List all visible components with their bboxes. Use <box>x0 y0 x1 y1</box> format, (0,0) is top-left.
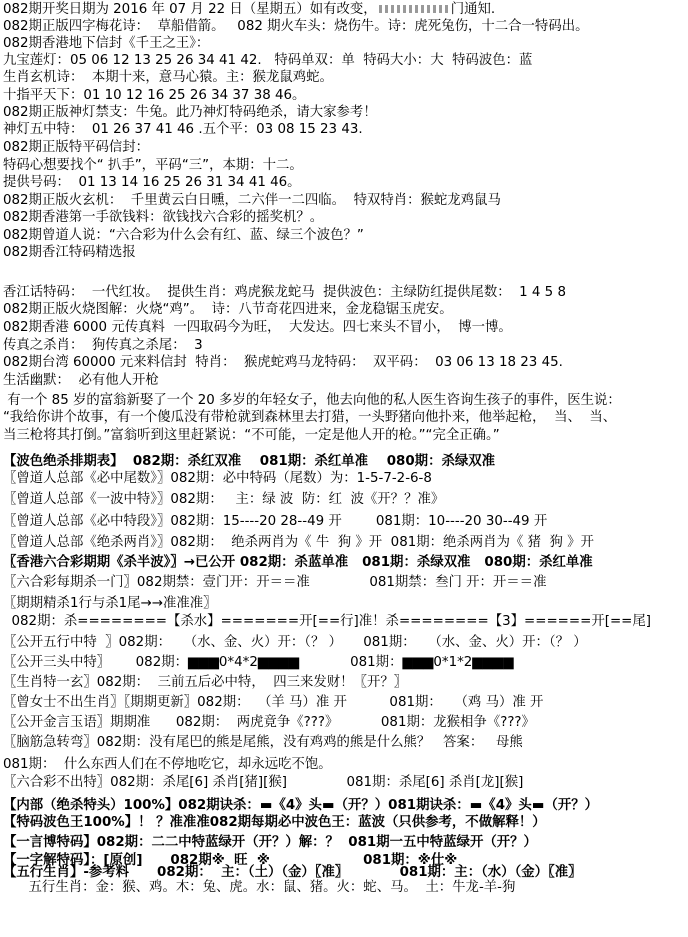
document-line <box>3 19 589 35</box>
document-line <box>3 302 453 318</box>
line-text: 【一言博特码】082期：二二中特蓝绿开（开？）解：？ 081期一五中特蓝绿开（开？） <box>3 835 537 850</box>
line-text: 〖公开金言玉语〗期期准 082期： 两虎竟争《???》 081期：龙猴相争《???》 <box>3 715 535 730</box>
line-text: 〖曾道人总部《必中特段》〗082期：15----20 28--49 开 081期：10----20 30--49 开 <box>3 514 548 529</box>
document-line <box>3 775 523 791</box>
line-text: 〖曾道人总部《必中尾数》〗082期：必中特码（尾数）为：1-5-7-2-6-8 <box>3 471 432 486</box>
document-line <box>3 53 532 69</box>
document-line <box>3 471 432 487</box>
line-text: 082期开奖日期为 2016 年 07 月 22 日（星期五）如有改变， <box>3 2 377 17</box>
line-text: 081期： 什么东西人们在不停地吃它，却永远吃不饱。 <box>3 757 332 772</box>
document-line <box>3 865 582 881</box>
redacted-text <box>379 5 449 13</box>
line-text: 香江话特码： 一代红妆。 提供生肖：鸡虎猴龙蛇马 提供波色：主绿防红提供尾数： 1 4 5 8 <box>3 285 566 300</box>
document-line <box>3 454 495 470</box>
line-text: 【特码波色王100%】！ ？准准准082期每期必中波色王：蓝波（只供参考，不做解释！） <box>3 815 546 830</box>
document-line <box>3 210 323 226</box>
document-line <box>3 175 301 191</box>
document-line <box>3 492 444 508</box>
document-line <box>3 757 332 773</box>
line-text: 082期香港第一手欲钱料：欲钱找六合彩的摇奖机？。 <box>3 210 324 225</box>
line-text: 〖曾道人总部《绝杀两肖》〗082期： 绝杀两肖为《 牛 狗 》开 081期：绝杀两肖为《 猪 狗 》开 <box>3 535 594 550</box>
document-line <box>3 285 566 301</box>
line-text: 十指平天下：01 10 12 16 25 26 34 37 38 46。 <box>3 88 306 103</box>
document-line <box>3 835 537 851</box>
line-text: 082期正版火玄机： 千里黄云白日曛，二六伴一二四临。 特双特肖：猴蛇龙鸡鼠马 <box>3 193 501 208</box>
line-text: 082期香港地下信封《千王之王》： <box>3 36 210 51</box>
line-text: 〖公开三头中特〗 082期：▆▆▆0*4*2▆▆▆▆ 081期：▆▆▆0*1*2▆▆▆▆ <box>3 655 514 670</box>
document-line <box>3 635 587 651</box>
document-line <box>3 70 333 86</box>
line-text: 特码心想要找个“ 扒手”，平码“三”，本期：十二。 <box>3 158 303 173</box>
document-line <box>3 815 546 831</box>
line-text: 082期正版特平码信封： <box>3 140 150 155</box>
line-text: 082期正版神灯禁支：牛兔。此乃神灯特码绝杀，请大家参考！ <box>3 105 377 120</box>
document-line <box>3 798 598 814</box>
line-text: 当三枪将其打倒。”富翁听到这里赶紧说：“不可能，一定是他人开的枪。”“完全正确。” <box>3 428 500 443</box>
document-line <box>3 514 547 530</box>
line-text: 082期香江特码精选报 <box>3 245 136 260</box>
line-text: 〖香港六合彩期期《杀半波》〗→已公开 082期：杀蓝单准 081期：杀绿双准 080期：杀红单准 <box>3 555 593 570</box>
line-text: 082期正版火烧图解：火烧“鸡”。 诗：八节奇花四进来，金龙稳锯玉虎安。 <box>3 302 453 317</box>
document-line <box>3 320 512 336</box>
document-line <box>3 158 303 174</box>
document-line <box>3 675 407 691</box>
document-line <box>3 88 305 104</box>
document-line <box>3 228 364 244</box>
line-text: 〖脑筋急转弯〗082期：没有尾巴的熊是尾熊，没有鸡鸡的熊是什么熊？ 答案： 母熊 <box>3 735 523 750</box>
line-text: 〖六合彩不出特〗082期：杀尾[6] 杀肖[猪][猴] 081期：杀尾[6] 杀肖[龙][猴] <box>3 775 524 790</box>
line-text: 〖曾道人总部《一波中特》〗082期： 主：绿 波 防：红 波《开？？准》 <box>3 492 445 507</box>
document-line <box>3 140 149 156</box>
line-text: 五行生肖：金：猴、鸡。木：兔、虎。水：鼠、猪。火：蛇、马。 土：牛龙-羊-狗 <box>3 880 516 895</box>
line-text: 【内部（绝杀特头）100%】082期诀杀：▬《4》头▬（开？）081期诀杀：▬《4》头▬（开？） <box>3 798 599 813</box>
document-line <box>3 655 514 671</box>
line-text: 〖生肖特一玄〗082期： 三前五后必中特， 四三来发财！〖开？〗 <box>3 675 408 690</box>
line-text: 提供号码： 01 13 14 16 25 26 31 34 41 46。 <box>3 175 301 190</box>
line-text: 【一字解特码】：[原创] 082期※ 旺 ※ 081期：※仕※ <box>3 853 458 868</box>
line-text: “我给你讲个故事，有一个傻瓜没有带枪就到森林里去打猎，一头野猪向他扑来，他举起枪， 当、 当、 <box>3 410 617 425</box>
line-text: 〖公开五行中特 〗082期： （水、金、火）开：（？ ） 081期： （水、金、火）开：（？ ） <box>3 635 587 650</box>
line-text: 〖期期精杀1行与杀1尾→→准准准〗 <box>3 596 217 611</box>
line-text: 082期香港 6000 元传真料 一四取码今为旺， 大发达。四七来头不冒小， 博一博。 <box>3 320 512 335</box>
document-line <box>3 355 563 371</box>
line-text: 生肖玄机诗： 本期十来，意马心猿。主：猴龙鼠鸡蛇。 <box>3 70 333 85</box>
document-line <box>3 614 651 630</box>
document-line <box>3 596 217 612</box>
document-line <box>3 105 377 121</box>
line-text: 〖六合彩每期杀一门〗082期禁：壹门开：开＝＝准 081期禁：叁门 开：开＝＝准 <box>3 575 547 590</box>
document-line <box>3 735 523 751</box>
line-tail-text: 门通知. <box>450 2 496 17</box>
document-line <box>3 880 515 896</box>
document-line <box>3 575 546 591</box>
document-line <box>3 373 159 389</box>
document-line <box>3 410 616 426</box>
document-line <box>3 535 594 551</box>
document-line <box>3 245 136 261</box>
line-text: 生活幽默： 必有他人开枪 <box>3 373 159 388</box>
line-text: 【波色绝杀排期表】 082期：杀红双准 081期：杀红单准 080期：杀绿双准 <box>3 454 496 469</box>
line-text: 神灯五中特： 01 26 37 41 46 .五个平：03 08 15 23 43. <box>3 122 363 137</box>
line-text: 082期：杀========【杀水】=======开[==行]准！杀========【3】======开[==尾] <box>3 614 651 629</box>
document-line <box>3 695 543 711</box>
document-line <box>3 36 209 52</box>
line-text: 〖曾女士不出生肖〗〖期期更新〗082期： （羊 马）准 开 081期： （鸡 马）准 开 <box>3 695 544 710</box>
document-line <box>3 428 500 444</box>
document-line <box>3 393 621 409</box>
line-text: 082期台湾 60000 元来料信封 特肖： 猴虎蛇鸡马龙特码： 双平码： 03 06 13 18 23 45. <box>3 355 563 370</box>
document-line <box>3 555 593 571</box>
document-line <box>3 122 363 138</box>
line-text: 082期曾道人说：“六合彩为什么会有红、蓝、绿三个波色？” <box>3 228 364 243</box>
line-text: 九宝莲灯：05 06 12 13 25 26 34 41 42. 特码单双：单 特码大小：大 特码波色：蓝 <box>3 53 533 68</box>
document-line <box>3 193 501 209</box>
line-text: 传真之杀肖： 狗传真之杀尾： 3 <box>3 338 203 353</box>
line-text: 【五行生肖】-参考料 082期： 主：（土）（金）〖准〗 081期：主：（水）（金）〖准〗 <box>3 865 582 880</box>
document-line <box>3 2 495 18</box>
document-line <box>3 715 535 731</box>
line-text: 082期正版四字梅花诗： 草船借箭。 082 期火车头：烧伤牛。诗：虎死兔伤，十二合一特码出。 <box>3 19 589 34</box>
line-text: 有一个 85 岁的富翁新娶了一个 20 多岁的年轻女子，他去向他的私人医生咨询生孩子的事件，医生说： <box>3 393 621 408</box>
document-line <box>3 338 203 354</box>
